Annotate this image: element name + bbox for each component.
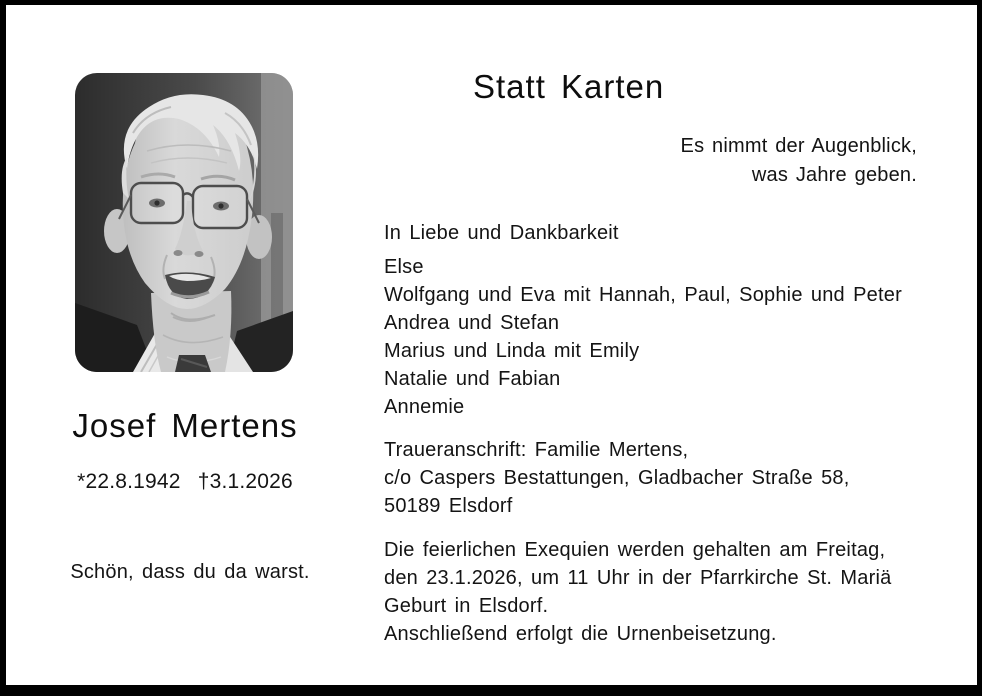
mourner-line: Natalie und Fabian (384, 368, 561, 390)
life-dates (35, 468, 335, 496)
portrait-photo-illustration (75, 73, 293, 372)
farewell-line: Schön, dass du da warst. (70, 561, 310, 583)
service-line-3: Geburt in Elsdorf. (384, 595, 549, 617)
address-line-3: 50189 Elsdorf (384, 495, 513, 517)
portrait-photo (75, 73, 293, 372)
mourner-line: Wolfgang und Eva mit Hannah, Paul, Sophie und Peter (384, 284, 902, 306)
epigraph-line-2: was Jahre geben. (751, 164, 917, 186)
condolence-address (384, 436, 849, 520)
notice-title: Statt Karten (473, 68, 665, 105)
mourner-line: Else (384, 256, 424, 278)
mourner-line: Marius und Linda mit Emily (384, 340, 640, 362)
mourner-line: Annemie (384, 396, 465, 418)
deceased-name: Josef Mertens (72, 407, 298, 444)
epigraph (497, 132, 917, 190)
intro-line: In Liebe und Dankbarkeit (384, 222, 619, 244)
service-line-2: den 23.1.2026, um 11 Uhr in der Pfarrkirche St. Mariä (384, 567, 892, 589)
service-line-1: Die feierlichen Exequien werden gehalten am Freitag, (384, 539, 886, 561)
address-line-2: c/o Caspers Bestattungen, Gladbacher Straße 58, (384, 467, 850, 489)
mourner-line: Andrea und Stefan (384, 312, 560, 334)
service-details (384, 536, 891, 648)
death-date: †3.1.2026 (197, 470, 293, 493)
service-line-4: Anschließend erfolgt die Urnenbeisetzung. (384, 623, 777, 645)
epigraph-line-1: Es nimmt der Augenblick, (680, 135, 917, 157)
mourners-list (384, 253, 902, 421)
address-line-1: Traueranschrift: Familie Mertens, (384, 439, 689, 461)
birth-date: *22.8.1942 (77, 470, 181, 493)
